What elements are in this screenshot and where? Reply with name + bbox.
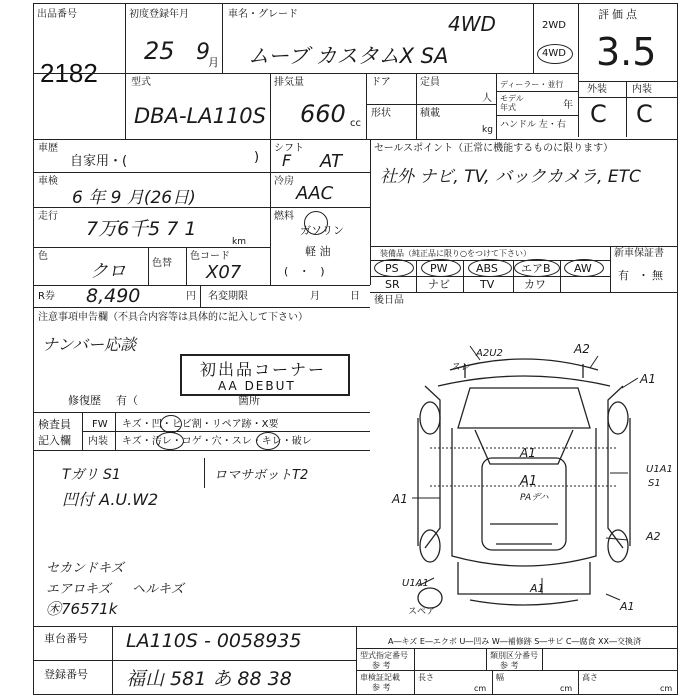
shape-label: 形状 — [371, 108, 391, 119]
diag-label-a1-center: A1 — [520, 446, 536, 460]
score-value: 3.5 — [596, 30, 657, 74]
first-reg-label: 初度登録年月 — [129, 9, 189, 20]
type-no-label: 型式指定番号 — [360, 651, 408, 660]
first-reg-year: 25 — [144, 37, 175, 65]
fuel-label: 燃料 — [274, 211, 294, 222]
damage-legend: A―キズ E―エクボ U―凹み W―補修跡 S―サビ C―腐食 XX―交換済 — [388, 637, 642, 646]
size-ref: 参 考 — [372, 683, 391, 692]
door-label: ドア — [371, 77, 391, 88]
equip-airbag: エアB — [521, 262, 551, 275]
reg-value: 福山 581 あ 88 38 — [126, 668, 292, 690]
ac-value: AAC — [296, 183, 334, 204]
fuel-diesel: 軽 油 — [305, 245, 331, 258]
size-label: 車検証記載 — [360, 673, 400, 682]
diag-label-a1-rear-right: A1 — [620, 600, 635, 613]
type-value: DBA-LA110S — [134, 104, 266, 128]
diag-label-s1: S1 — [648, 478, 661, 489]
mileage-label: 走行 — [38, 211, 58, 222]
diag-label-spare: スペア — [408, 607, 436, 617]
equip-tv: TV — [480, 278, 495, 291]
capacity-unit: 人 — [482, 93, 492, 104]
capacity-label: 定員 — [420, 77, 440, 88]
ac-label: 冷房 — [274, 176, 294, 187]
warranty-label: 新車保証書 — [614, 248, 664, 259]
diag-label-u1a1-right: U1A1 — [646, 464, 673, 475]
score-label: 評価点 — [598, 8, 640, 21]
sales-label: セールスポイント（正常に機能するものに限ります） — [374, 143, 614, 154]
equip-pw: PW — [430, 262, 448, 275]
load-unit: kg — [482, 125, 493, 135]
dealer-label: ディーラー・並行 — [500, 80, 564, 89]
displacement-label: 排気量 — [274, 77, 304, 88]
color-value: クロ — [90, 261, 126, 282]
interior-inspect-label: 内装 — [88, 436, 108, 447]
length-cm: cm — [474, 684, 487, 693]
handle-label: ハンドル 左・右 — [500, 120, 566, 130]
color-code-value: X07 — [206, 262, 242, 283]
exterior-label: 外装 — [587, 84, 607, 95]
interior-grade: C — [636, 100, 653, 128]
height-cm: cm — [660, 684, 673, 693]
color-code-label: 色コード — [190, 251, 230, 262]
first-reg-month: 9 — [196, 40, 210, 65]
equip-navi: ナビ — [428, 278, 450, 291]
lot-label: 出品番号 — [37, 9, 77, 20]
usage-value: 自家用・( — [70, 154, 128, 169]
inspector-note-6: ヘルキズ — [132, 582, 184, 597]
diag-label-u1a1-left: U1A1 — [402, 578, 429, 589]
stamp-line1: 初出品コーナー — [200, 360, 327, 379]
diag-label-a2-top: A2 — [574, 342, 590, 356]
interior-inspect-text: キズ・汚レ・コゲ・穴・スレ・キレ・破レ — [122, 436, 312, 447]
year-unit: 年 — [563, 100, 573, 111]
model-label: 車名・グレード — [228, 9, 298, 20]
inspector-label-2: 記入欄 — [38, 434, 71, 447]
notes-value: ナンバー応談 — [42, 335, 137, 354]
equipment-label: 装備品（純正品に限り○をつけて下さい） — [380, 249, 531, 258]
lot-number: 2182 — [40, 58, 98, 88]
shift-value-at: AT — [320, 151, 342, 172]
shift-value: F — [282, 151, 292, 170]
fw-text: キズ・凹・ヒビ割・リペア跡・X要 — [122, 419, 279, 430]
warranty-yes: 有 — [618, 269, 629, 282]
diag-label-a1-roof: A1 — [520, 474, 538, 489]
model-name: ムーブ カスタムX SA — [248, 44, 449, 68]
chassis-label: 車台番号 — [44, 632, 88, 645]
inspector-note-3: 凹付 A.U.W2 — [62, 490, 159, 509]
transfer-label: 名変期限 — [208, 291, 248, 302]
notes-later-label: 後日品 — [374, 295, 404, 306]
repair-suffix: 箇所 — [238, 394, 260, 407]
month-unit: 月 — [208, 56, 219, 69]
repair-label: 修復歴 — [68, 394, 101, 407]
equip-aw: AW — [574, 262, 592, 275]
color-no-label: 色替 — [152, 258, 172, 269]
type-no-ref: 参 考 — [372, 661, 391, 670]
class-no-ref: 参 考 — [500, 661, 519, 670]
inspection-value: 6 年 9 月(26日) — [72, 188, 196, 208]
equip-ps: PS — [385, 262, 399, 275]
usage-label: 車歴 — [38, 143, 58, 154]
cc-unit: cc — [350, 118, 361, 129]
height-label: 高さ — [582, 673, 598, 682]
usage-close: ) — [254, 150, 260, 165]
stamp-line2: AA DEBUT — [218, 379, 296, 393]
km-unit: km — [232, 237, 246, 247]
r-label: R券 — [38, 291, 55, 302]
diag-label-a2u2: A2U2 — [476, 348, 503, 359]
width-label: 幅 — [496, 673, 504, 682]
chassis-value: LA110S - 0058935 — [126, 630, 302, 652]
repair-value: 有（ — [116, 394, 138, 407]
inspector-note-4: セカンドキズ — [46, 561, 124, 576]
diag-label-scratch: スレ — [450, 362, 470, 373]
length-label: 長さ — [418, 673, 434, 682]
diag-label-a1-right: A1 — [640, 372, 656, 386]
color-label: 色 — [38, 251, 48, 262]
inspection-label: 車検 — [38, 176, 58, 187]
r-yen: 円 — [186, 291, 196, 302]
fuel-paren: ( ・ ) — [284, 265, 325, 278]
equip-sr: SR — [385, 278, 400, 291]
displacement-value: 660 — [300, 100, 346, 128]
diag-label-a1-rear: A1 — [530, 582, 545, 595]
inspector-note-2: ロマサボットT2 — [214, 468, 309, 483]
r-value: 8,490 — [86, 285, 141, 307]
drive-2wd: 2WD — [542, 20, 566, 31]
class-no-label: 類別区分番号 — [490, 651, 538, 660]
sales-text: 社外 ナビ, TV, バックカメラ, ETC — [380, 167, 641, 187]
mileage-value: 7万6千5 7 1 — [86, 218, 197, 240]
diag-label-a2-right: A2 — [646, 530, 661, 543]
notes-label: 注意事項申告欄（不具合内容等は具体的に記入して下さい） — [38, 312, 308, 323]
inspector-note-1: Tガリ S1 — [62, 467, 121, 483]
load-label: 積載 — [420, 108, 440, 119]
diag-label-pa: PAデハ — [520, 493, 549, 503]
drive-4wd-circle — [537, 44, 573, 64]
drive-hw: 4WD — [448, 12, 496, 36]
transfer-month: 月 — [310, 291, 320, 302]
fuel-gas-circle — [304, 211, 328, 235]
transfer-day: 日 — [350, 291, 360, 302]
warranty-no: 無 — [652, 269, 663, 282]
fuel-gas: ガソリン — [300, 224, 344, 237]
inspector-note-7: ㊍76571k — [46, 600, 118, 618]
inspector-note-5: エアロキズ — [46, 582, 111, 597]
type-label: 型式 — [131, 77, 151, 88]
exterior-grade: C — [590, 100, 607, 128]
interior-label: 内装 — [632, 84, 652, 95]
reg-label: 登録番号 — [44, 668, 88, 681]
model-year-label: モデル 年式 — [500, 94, 524, 112]
width-cm: cm — [560, 684, 573, 693]
inspector-label-1: 検査員 — [38, 418, 71, 431]
fw-label: FW — [92, 419, 108, 430]
equip-abs: ABS — [476, 262, 498, 275]
diag-label-a1-left: A1 — [392, 492, 408, 506]
equip-leather: カワ — [524, 278, 546, 291]
drive-4wd: 4WD — [542, 48, 566, 59]
shift-label: シフト — [274, 143, 304, 154]
